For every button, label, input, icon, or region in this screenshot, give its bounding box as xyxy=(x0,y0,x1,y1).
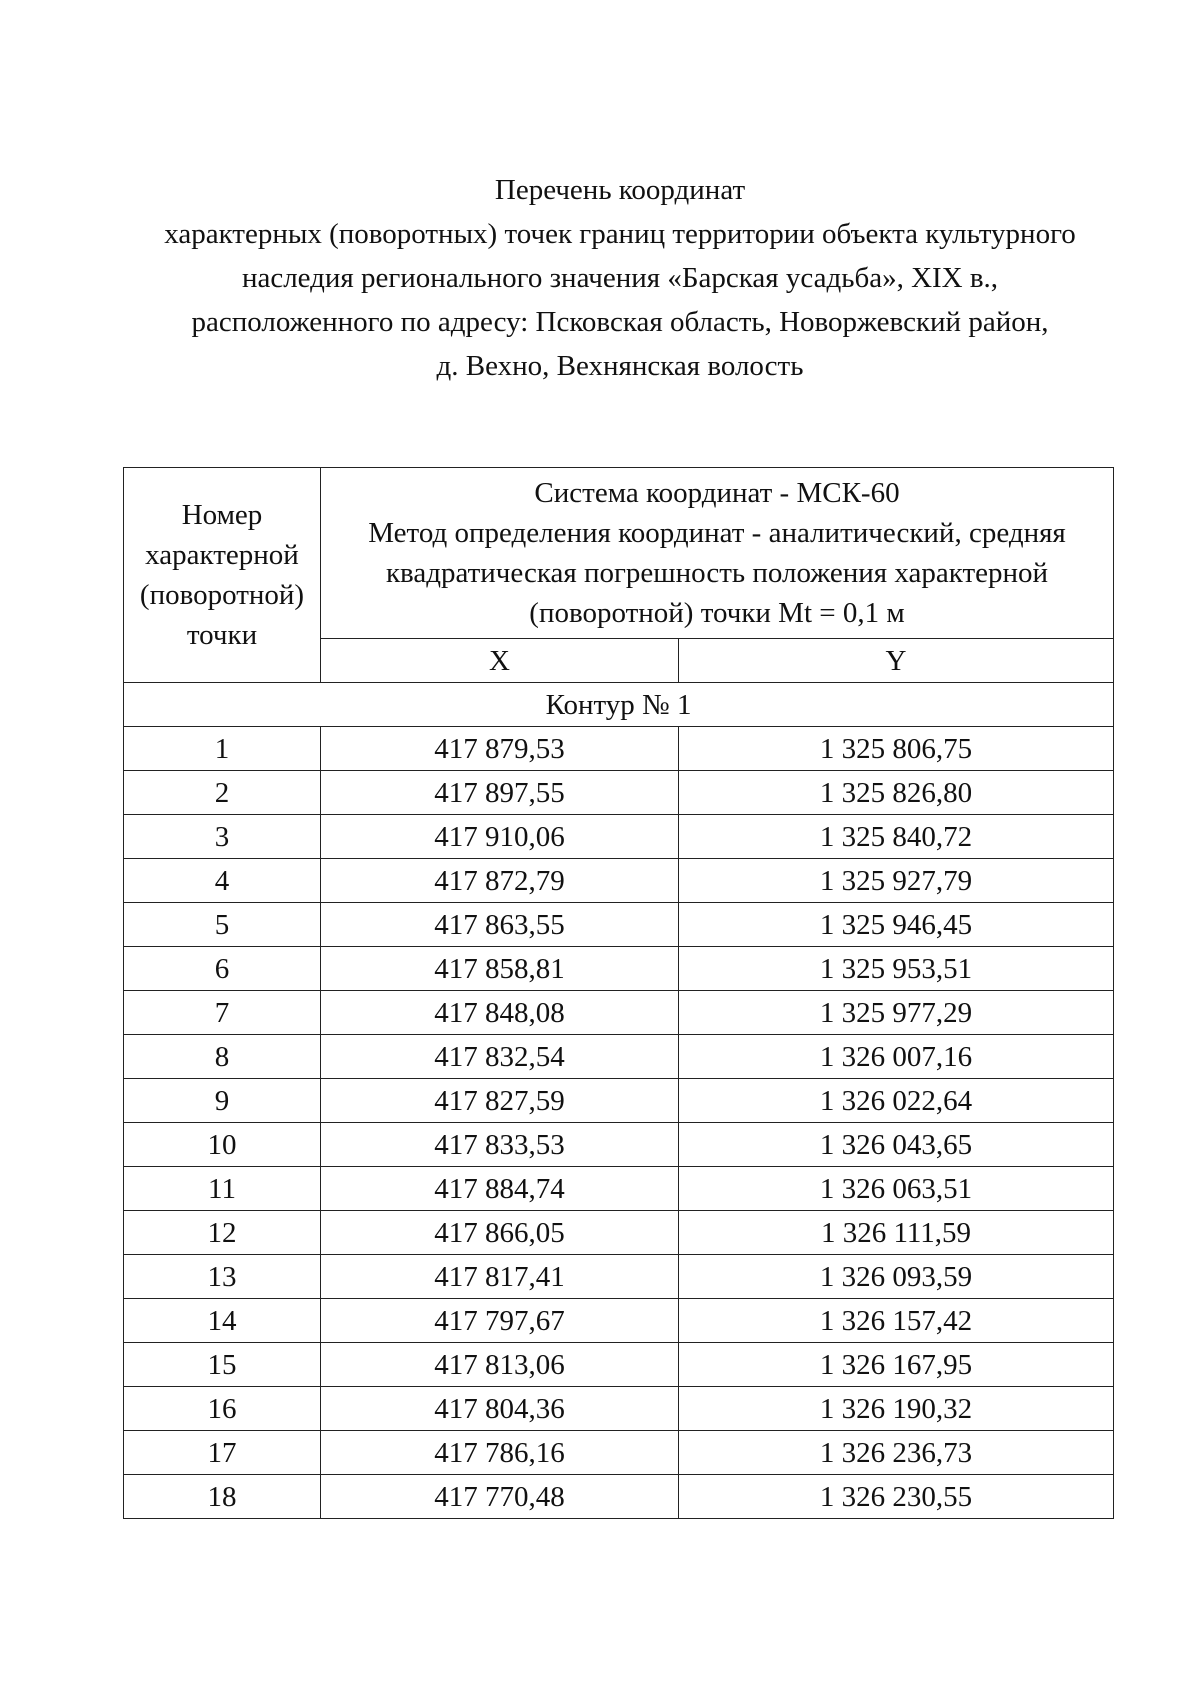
y-coordinate-cell: 1 325 977,29 xyxy=(679,991,1114,1035)
point-header-line: характерной xyxy=(145,539,299,571)
x-coordinate-cell: 417 804,36 xyxy=(321,1387,679,1431)
system-header-line: Метод определения координат - аналитический, средняя xyxy=(368,517,1066,549)
system-header-line: Система координат - МСК-60 xyxy=(534,477,900,509)
contour-row xyxy=(124,683,1114,727)
y-coordinate-cell: 1 326 007,16 xyxy=(679,1035,1114,1079)
x-column-header: X xyxy=(321,639,679,683)
x-coordinate-cell: 417 797,67 xyxy=(321,1299,679,1343)
table-row xyxy=(124,1167,1114,1211)
x-coordinate-cell: 417 872,79 xyxy=(321,859,679,903)
table-row xyxy=(124,1255,1114,1299)
coordinates-table xyxy=(123,467,1114,1519)
heading-line: д. Вехно, Вехнянская волость xyxy=(436,350,804,382)
x-coordinate-cell: 417 897,55 xyxy=(321,771,679,815)
point-number-cell: 7 xyxy=(124,991,321,1035)
point-number-cell: 8 xyxy=(124,1035,321,1079)
table-row xyxy=(124,1123,1114,1167)
x-coordinate-cell: 417 863,55 xyxy=(321,903,679,947)
table-row xyxy=(124,1431,1114,1475)
y-coordinate-cell: 1 325 840,72 xyxy=(679,815,1114,859)
table-row xyxy=(124,903,1114,947)
y-coordinate-cell: 1 326 157,42 xyxy=(679,1299,1114,1343)
point-number-cell: 15 xyxy=(124,1343,321,1387)
table-row xyxy=(124,859,1114,903)
point-number-cell: 16 xyxy=(124,1387,321,1431)
system-header-line: (поворотной) точки Mt = 0,1 м xyxy=(529,597,905,629)
contour-label: Контур № 1 xyxy=(124,683,1114,727)
y-coordinate-cell: 1 326 230,55 xyxy=(679,1475,1114,1519)
point-number-header xyxy=(124,468,321,683)
y-coordinate-cell: 1 325 953,51 xyxy=(679,947,1114,991)
table-row xyxy=(124,1035,1114,1079)
point-number-cell: 18 xyxy=(124,1475,321,1519)
point-number-cell: 1 xyxy=(124,727,321,771)
table-row xyxy=(124,1343,1114,1387)
x-coordinate-cell: 417 910,06 xyxy=(321,815,679,859)
heading-line: характерных (поворотных) точек границ территории объекта культурного xyxy=(164,218,1076,250)
y-coordinate-cell: 1 326 022,64 xyxy=(679,1079,1114,1123)
y-coordinate-cell: 1 326 043,65 xyxy=(679,1123,1114,1167)
y-column-header: Y xyxy=(679,639,1114,683)
table-row xyxy=(124,727,1114,771)
heading-line: расположенного по адресу: Псковская область, Новоржевский район, xyxy=(191,306,1049,338)
y-coordinate-cell: 1 325 946,45 xyxy=(679,903,1114,947)
table-row xyxy=(124,947,1114,991)
x-coordinate-cell: 417 884,74 xyxy=(321,1167,679,1211)
table-row xyxy=(124,815,1114,859)
point-header-line: точки xyxy=(186,619,258,651)
point-number-cell: 5 xyxy=(124,903,321,947)
y-coordinate-cell: 1 326 093,59 xyxy=(679,1255,1114,1299)
point-number-cell: 4 xyxy=(124,859,321,903)
y-coordinate-cell: 1 326 111,59 xyxy=(679,1211,1114,1255)
point-number-cell: 13 xyxy=(124,1255,321,1299)
x-coordinate-cell: 417 833,53 xyxy=(321,1123,679,1167)
x-coordinate-cell: 417 879,53 xyxy=(321,727,679,771)
x-coordinate-cell: 417 848,08 xyxy=(321,991,679,1035)
point-number-cell: 6 xyxy=(124,947,321,991)
x-coordinate-cell: 417 858,81 xyxy=(321,947,679,991)
heading-line: Перечень координат xyxy=(494,174,746,206)
x-coordinate-cell: 417 866,05 xyxy=(321,1211,679,1255)
table-row xyxy=(124,1211,1114,1255)
point-header-line: (поворотной) xyxy=(139,579,305,611)
point-number-cell: 10 xyxy=(124,1123,321,1167)
table-row xyxy=(124,991,1114,1035)
heading-line: наследия регионального значения «Барская усадьба», XIX в., xyxy=(241,262,999,294)
table-row xyxy=(124,1079,1114,1123)
y-coordinate-cell: 1 326 190,32 xyxy=(679,1387,1114,1431)
table-row xyxy=(124,1387,1114,1431)
y-coordinate-cell: 1 325 806,75 xyxy=(679,727,1114,771)
table-row xyxy=(124,1475,1114,1519)
y-coordinate-cell: 1 326 236,73 xyxy=(679,1431,1114,1475)
y-coordinate-cell: 1 325 826,80 xyxy=(679,771,1114,815)
point-number-cell: 12 xyxy=(124,1211,321,1255)
point-number-cell: 11 xyxy=(124,1167,321,1211)
table-row xyxy=(124,771,1114,815)
x-coordinate-cell: 417 827,59 xyxy=(321,1079,679,1123)
point-number-cell: 17 xyxy=(124,1431,321,1475)
table-header-row xyxy=(124,468,1114,639)
point-number-cell: 2 xyxy=(124,771,321,815)
y-coordinate-cell: 1 326 063,51 xyxy=(679,1167,1114,1211)
point-number-cell: 3 xyxy=(124,815,321,859)
point-number-cell: 14 xyxy=(124,1299,321,1343)
system-header-line: квадратическая погрешность положения характерной xyxy=(385,557,1049,589)
point-number-cell: 9 xyxy=(124,1079,321,1123)
y-coordinate-cell: 1 326 167,95 xyxy=(679,1343,1114,1387)
document-heading xyxy=(120,168,1120,388)
x-coordinate-cell: 417 832,54 xyxy=(321,1035,679,1079)
x-coordinate-cell: 417 813,06 xyxy=(321,1343,679,1387)
coordinate-system-header xyxy=(321,468,1114,639)
x-coordinate-cell: 417 786,16 xyxy=(321,1431,679,1475)
x-coordinate-cell: 417 770,48 xyxy=(321,1475,679,1519)
point-header-line: Номер xyxy=(181,499,263,531)
x-coordinate-cell: 417 817,41 xyxy=(321,1255,679,1299)
table-row xyxy=(124,1299,1114,1343)
y-coordinate-cell: 1 325 927,79 xyxy=(679,859,1114,903)
